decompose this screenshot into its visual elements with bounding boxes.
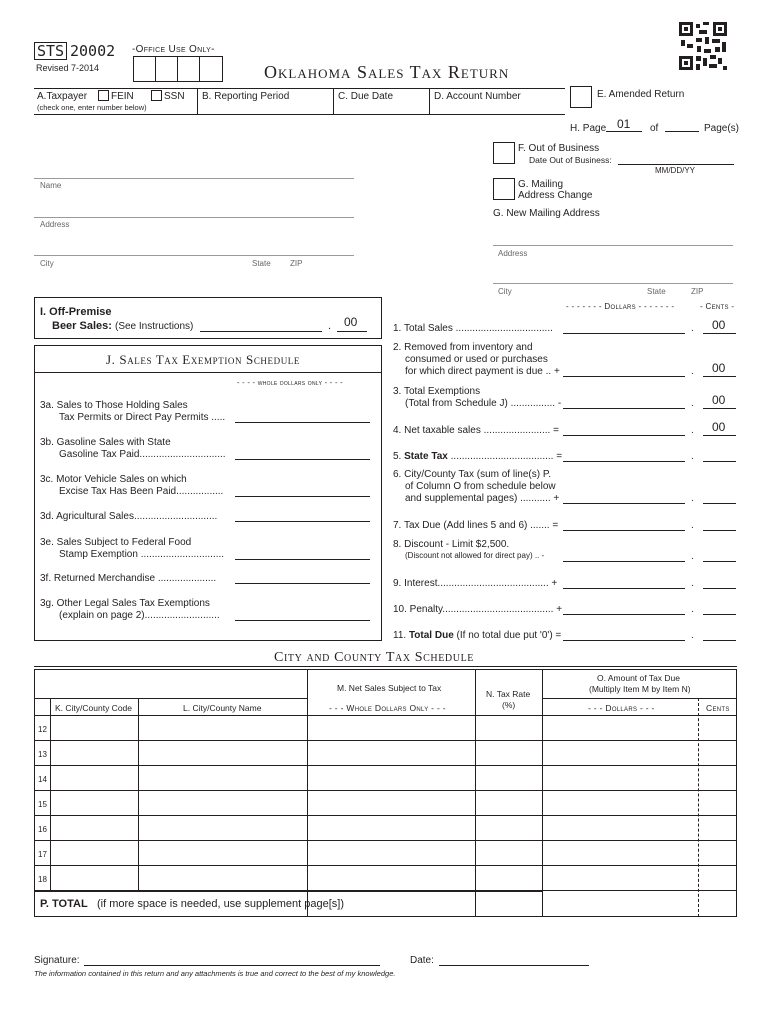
city-county-title: City and County Tax Schedule bbox=[274, 650, 474, 665]
date-out-label: Date Out of Business: bbox=[529, 155, 612, 165]
decimal-point: . bbox=[691, 451, 694, 462]
of-label: of bbox=[650, 123, 659, 134]
tax-line-label: (Discount not allowed for direct pay) .. - bbox=[405, 551, 545, 560]
schedule-j-item-label: 3a. Sales to Those Holding Sales bbox=[40, 400, 188, 411]
form-number: 20002 bbox=[70, 42, 116, 60]
mailing-change-label-1: G. Mailing bbox=[518, 179, 564, 190]
new-mailing-label: G. New Mailing Address bbox=[493, 208, 600, 219]
decimal-point: . bbox=[691, 604, 694, 615]
fein-checkbox[interactable] bbox=[98, 90, 109, 101]
tax-line-cents-field[interactable] bbox=[703, 408, 736, 409]
schedule-j-title: J. Sales Tax Exemption Schedule bbox=[106, 352, 301, 367]
new-city-line[interactable] bbox=[493, 283, 733, 284]
row-number: 12 bbox=[38, 725, 47, 734]
decimal-point: . bbox=[691, 520, 694, 531]
tax-line-dollars-field[interactable] bbox=[563, 614, 685, 615]
table-row[interactable] bbox=[34, 865, 737, 866]
new-address-line[interactable] bbox=[493, 245, 733, 246]
row-number: 15 bbox=[38, 800, 47, 809]
qr-code-icon bbox=[679, 22, 727, 70]
schedule-j-amount-field[interactable] bbox=[235, 422, 370, 423]
table-col-line bbox=[307, 669, 308, 917]
tax-line-label: 7. Tax Due (Add lines 5 and 6) ....... = bbox=[393, 520, 559, 531]
col-k-header: K. City/County Code bbox=[55, 703, 133, 713]
tax-line-cents-field[interactable] bbox=[703, 640, 736, 641]
check-note: (check one, enter number below) bbox=[37, 103, 147, 112]
signature-line[interactable] bbox=[84, 965, 380, 966]
date-label: Date: bbox=[410, 955, 434, 966]
col-l-header: L. City/County Name bbox=[183, 703, 262, 713]
signature-label: Signature: bbox=[34, 955, 80, 966]
tax-line-dollars-field[interactable] bbox=[563, 503, 685, 504]
table-rule bbox=[34, 698, 307, 699]
office-use-box bbox=[133, 56, 223, 82]
total-p-label: P. TOTAL bbox=[40, 898, 88, 910]
beer-cents-value[interactable]: 00 bbox=[344, 315, 358, 329]
amended-return-checkbox[interactable] bbox=[570, 86, 592, 108]
address-line[interactable] bbox=[34, 217, 354, 218]
tax-line-cents-field[interactable] bbox=[703, 503, 736, 504]
col-o-header-1: O. Amount of Tax Due bbox=[597, 673, 680, 683]
zip-label: ZIP bbox=[290, 259, 303, 268]
mailing-change-label-2: Address Change bbox=[518, 190, 593, 201]
tax-line-cents-value[interactable]: 00 bbox=[712, 318, 726, 332]
schedule-j-item-label: 3d. Agricultural Sales.............................. bbox=[40, 511, 218, 522]
schedule-j-item-label: 3f. Returned Merchandise ..................... bbox=[40, 573, 217, 584]
table-row[interactable] bbox=[34, 840, 737, 841]
schedule-j-item-label: 3e. Sales Subject to Federal Food bbox=[40, 537, 192, 548]
col-o-subheader: - - - Dollars - - - bbox=[588, 703, 655, 713]
schedule-j-amount-field[interactable] bbox=[235, 583, 370, 584]
office-use-label: -Office Use Only- bbox=[132, 44, 215, 55]
state-label: State bbox=[252, 259, 271, 268]
tax-line-cents-field[interactable] bbox=[703, 333, 736, 334]
date-line[interactable] bbox=[439, 965, 589, 966]
schedule-j-item-label: 3b. Gasoline Sales with State bbox=[40, 437, 171, 448]
tax-line-cents-field[interactable] bbox=[703, 530, 736, 531]
tax-line-cents-value[interactable]: 00 bbox=[712, 393, 726, 407]
top-row-border bbox=[34, 88, 565, 89]
tax-line-label: 8. Discount - Limit $2,500. bbox=[393, 539, 510, 550]
schedule-j-item-label: 3g. Other Legal Sales Tax Exemptions bbox=[40, 598, 210, 609]
page-label: H. Page bbox=[570, 123, 607, 134]
tax-line-label: of Column O from schedule below bbox=[405, 481, 556, 492]
pages-label: Page(s) bbox=[704, 123, 740, 134]
cents-header: - Cents - bbox=[700, 302, 735, 311]
top-row-divider bbox=[429, 88, 430, 114]
date-format-label: MM/DD/YY bbox=[655, 166, 695, 175]
due-date-label: C. Due Date bbox=[338, 91, 394, 102]
off-premise-title: I. Off-Premise bbox=[40, 306, 112, 318]
tax-line-label: 10. Penalty........................................ + bbox=[393, 604, 563, 615]
tax-line-cents-field[interactable] bbox=[703, 376, 736, 377]
decimal-point: . bbox=[691, 630, 694, 641]
schedule-j-item-label-cont: (explain on page 2)........................... bbox=[59, 610, 220, 621]
tax-line-label: 4. Net taxable sales ........................ = bbox=[393, 425, 559, 436]
tax-line-dollars-field[interactable] bbox=[563, 588, 685, 589]
table-col-line bbox=[542, 669, 543, 917]
row-number: 18 bbox=[38, 875, 47, 884]
schedule-j-item-label: 3c. Motor Vehicle Sales on which bbox=[40, 474, 187, 485]
tax-line-label: and supplemental pages) ........... + bbox=[405, 493, 560, 504]
tax-line-dollars-field[interactable] bbox=[563, 530, 685, 531]
top-row-border bbox=[34, 114, 565, 115]
table-col-line bbox=[138, 698, 139, 891]
reporting-period-label: B. Reporting Period bbox=[202, 91, 290, 102]
tax-line-cents-value[interactable]: 00 bbox=[712, 361, 726, 375]
decimal-point: . bbox=[691, 366, 694, 377]
col-cents-header: Cents bbox=[706, 703, 730, 713]
name-line[interactable] bbox=[34, 178, 354, 179]
row-number: 13 bbox=[38, 750, 47, 759]
col-o-header-2: (Multiply Item M by Item N) bbox=[589, 684, 691, 694]
schedule-j-item-label-cont: Tax Permits or Direct Pay Permits ..... bbox=[59, 412, 226, 423]
schedule-j-item-label-cont: Gasoline Tax Paid............................... bbox=[59, 449, 226, 460]
schedule-j-item-label-cont: Stamp Exemption .............................. bbox=[59, 549, 225, 560]
tax-line-dollars-field[interactable] bbox=[563, 561, 685, 562]
tax-line-label: 2. Removed from inventory and bbox=[393, 342, 533, 353]
tax-line-dollars-field[interactable] bbox=[563, 376, 685, 377]
row-number: 16 bbox=[38, 825, 47, 834]
taxpayer-label: A.Taxpayer bbox=[37, 91, 88, 102]
decimal-point: . bbox=[691, 323, 694, 334]
schedule-j-amount-field[interactable] bbox=[235, 521, 370, 522]
tax-line-label: for which direct payment is due .. + bbox=[405, 366, 560, 377]
address-label: Address bbox=[40, 220, 70, 229]
page-number-line bbox=[606, 131, 642, 132]
col-n-header-2: (%) bbox=[502, 700, 516, 710]
tax-line-label: 3. Total Exemptions bbox=[393, 386, 481, 397]
top-row-divider bbox=[197, 88, 198, 114]
city-county-rule bbox=[34, 666, 737, 667]
tax-line-label: 6. City/County Tax (sum of line(s) P. bbox=[393, 469, 552, 480]
tax-line-label: 1. Total Sales ................................... bbox=[393, 323, 553, 334]
schedule-j-amount-field[interactable] bbox=[235, 559, 370, 560]
new-state-label: State bbox=[647, 287, 666, 296]
row-number: 17 bbox=[38, 850, 47, 859]
col-m-subheader: - - - Whole Dollars Only - - - bbox=[329, 703, 446, 713]
col-m-header: M. Net Sales Subject to Tax bbox=[337, 683, 442, 693]
schedule-j-whole-dollars: - - - - whole dollars only - - - - bbox=[237, 378, 343, 387]
fein-label: FEIN bbox=[111, 91, 134, 102]
tax-line-dollars-field[interactable] bbox=[563, 408, 685, 409]
city-line[interactable] bbox=[34, 255, 354, 256]
col-n-header-1: N. Tax Rate bbox=[486, 689, 531, 699]
table-col-line bbox=[475, 669, 476, 917]
out-of-business-label: F. Out of Business bbox=[518, 143, 600, 154]
tax-line-cents-field[interactable] bbox=[703, 561, 736, 562]
new-city-label: City bbox=[498, 287, 512, 296]
tax-line-dollars-field[interactable] bbox=[563, 640, 685, 641]
table-row[interactable] bbox=[34, 790, 737, 791]
ssn-label: SSN bbox=[164, 91, 185, 102]
ssn-checkbox[interactable] bbox=[151, 90, 162, 101]
schedule-j-amount-field[interactable] bbox=[235, 496, 370, 497]
beer-sales-label: Beer Sales: bbox=[52, 320, 112, 332]
dollars-header: - - - - - - - Dollars - - - - - - - bbox=[566, 302, 675, 311]
beer-cents-line bbox=[337, 331, 367, 332]
account-number-label: D. Account Number bbox=[434, 91, 521, 102]
decimal-point: . bbox=[691, 425, 694, 436]
tax-line-label: 11. Total Due (If no total due put '0') = bbox=[393, 630, 562, 641]
decimal-point: . bbox=[691, 578, 694, 589]
total-pages-line[interactable] bbox=[665, 131, 699, 132]
table-row[interactable] bbox=[34, 740, 737, 741]
cents-divider bbox=[698, 698, 699, 917]
off-premise-box bbox=[34, 297, 382, 339]
office-use-divider bbox=[155, 56, 156, 82]
table-col-line bbox=[50, 698, 51, 891]
table-rule bbox=[34, 891, 542, 892]
form-sts-label: STS bbox=[34, 42, 67, 60]
office-use-divider bbox=[177, 56, 178, 82]
schedule-j-title-rule bbox=[34, 372, 382, 373]
beer-sales-line[interactable] bbox=[200, 331, 322, 332]
table-row[interactable] bbox=[34, 815, 737, 816]
decimal-point: . bbox=[691, 551, 694, 562]
name-label: Name bbox=[40, 181, 62, 190]
revised-date: Revised 7-2014 bbox=[36, 63, 100, 73]
table-rule bbox=[34, 715, 737, 716]
tax-line-dollars-field[interactable] bbox=[563, 461, 685, 462]
out-of-business-checkbox[interactable] bbox=[493, 142, 515, 164]
date-out-line[interactable] bbox=[618, 164, 734, 165]
schedule-j-amount-field[interactable] bbox=[235, 620, 370, 621]
attestation-text: The information contained in this return and any attachments is true and correct to the best of my knowledge. bbox=[34, 969, 396, 978]
total-p-note: (if more space is needed, use supplement page[s]) bbox=[97, 898, 345, 910]
table-row[interactable] bbox=[34, 765, 737, 766]
schedule-j-item-label-cont: Excise Tax Has Been Paid................. bbox=[59, 486, 224, 497]
page-number-value[interactable]: 01 bbox=[617, 117, 631, 131]
schedule-j-amount-field[interactable] bbox=[235, 459, 370, 460]
tax-line-cents-field[interactable] bbox=[703, 588, 736, 589]
table-rule bbox=[542, 698, 737, 699]
tax-line-cents-field[interactable] bbox=[703, 461, 736, 462]
beer-instructions: (See Instructions) bbox=[115, 321, 194, 332]
tax-line-dollars-field[interactable] bbox=[563, 435, 685, 436]
amended-return-label: E. Amended Return bbox=[597, 89, 685, 100]
tax-line-label: 5. State Tax ..................................... = bbox=[393, 451, 563, 462]
top-row-divider bbox=[333, 88, 334, 114]
tax-line-dollars-field[interactable] bbox=[563, 333, 685, 334]
new-address-label: Address bbox=[498, 249, 528, 258]
tax-line-label: (Total from Schedule J) ................ - bbox=[405, 398, 562, 409]
form-title: Oklahoma Sales Tax Return bbox=[264, 62, 510, 82]
tax-line-label: consumed or used or purchases bbox=[405, 354, 548, 365]
new-zip-label: ZIP bbox=[691, 287, 704, 296]
decimal-point: . bbox=[691, 493, 694, 504]
tax-line-cents-value[interactable]: 00 bbox=[712, 420, 726, 434]
tax-line-label: 9. Interest........................................ + bbox=[393, 578, 558, 589]
office-use-divider bbox=[199, 56, 200, 82]
decimal-point: . bbox=[691, 398, 694, 409]
city-label: City bbox=[40, 259, 54, 268]
tax-line-cents-field[interactable] bbox=[703, 614, 736, 615]
mailing-change-checkbox[interactable] bbox=[493, 178, 515, 200]
row-number: 14 bbox=[38, 775, 47, 784]
tax-line-cents-field[interactable] bbox=[703, 435, 736, 436]
